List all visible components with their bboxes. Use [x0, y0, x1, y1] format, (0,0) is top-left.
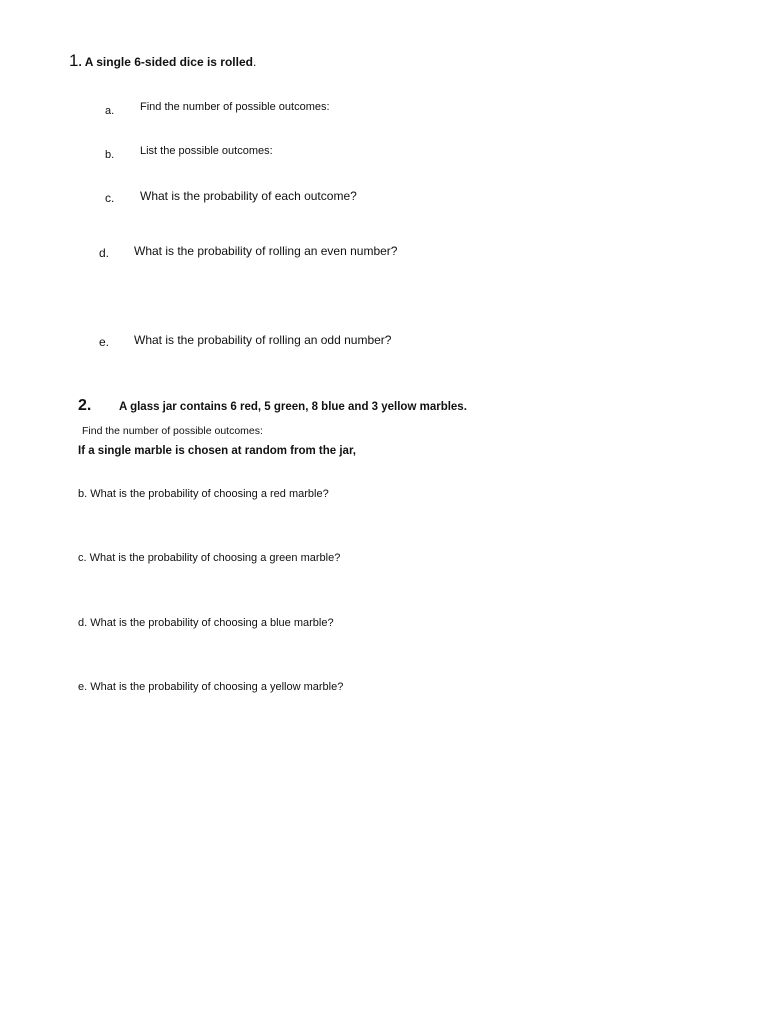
question-1-part-c — [105, 189, 114, 207]
question-1-part-a-text: Find the number of possible outcomes: — [140, 101, 330, 113]
part-letter: c. — [105, 191, 115, 205]
question-number: 1 — [69, 51, 79, 70]
question-1-part-e-text: What is the probability of rolling an odd number? — [134, 333, 392, 347]
question-2-part-e: e. What is the probability of choosing a yellow marble? — [78, 681, 344, 693]
part-letter: e. — [99, 335, 110, 349]
question-2-number: 2. — [78, 397, 92, 414]
question-1-part-b — [105, 145, 114, 163]
question-1-part-b-text: List the possible outcomes: — [140, 145, 273, 157]
part-letter: b. — [105, 149, 115, 161]
part-letter: a. — [105, 105, 115, 117]
question-1-part-d-text: What is the probability of rolling an even number? — [134, 244, 398, 258]
question-2-part-d: d. What is the probability of choosing a blue marble? — [78, 617, 334, 629]
question-2-part-b: b. What is the probability of choosing a red marble? — [78, 488, 329, 500]
question-1-part-a — [105, 101, 114, 119]
question-1-part-c-text: What is the probability of each outcome? — [140, 189, 357, 203]
part-letter: d. — [99, 246, 110, 260]
question-stem: . A single 6-sided dice is rolled — [78, 55, 253, 69]
question-1-part-d — [99, 244, 109, 262]
question-2-part-c: c. What is the probability of choosing a green marble? — [78, 552, 341, 564]
question-2-lead: If a single marble is chosen at random from the jar, — [78, 445, 356, 457]
question-1-heading — [69, 51, 256, 71]
question-2-note: Find the number of possible outcomes: — [82, 425, 263, 437]
question-stem-end: . — [252, 55, 257, 69]
question-1-part-e — [99, 333, 109, 351]
question-2-stem: A glass jar contains 6 red, 5 green, 8 blue and 3 yellow marbles. — [119, 401, 467, 413]
